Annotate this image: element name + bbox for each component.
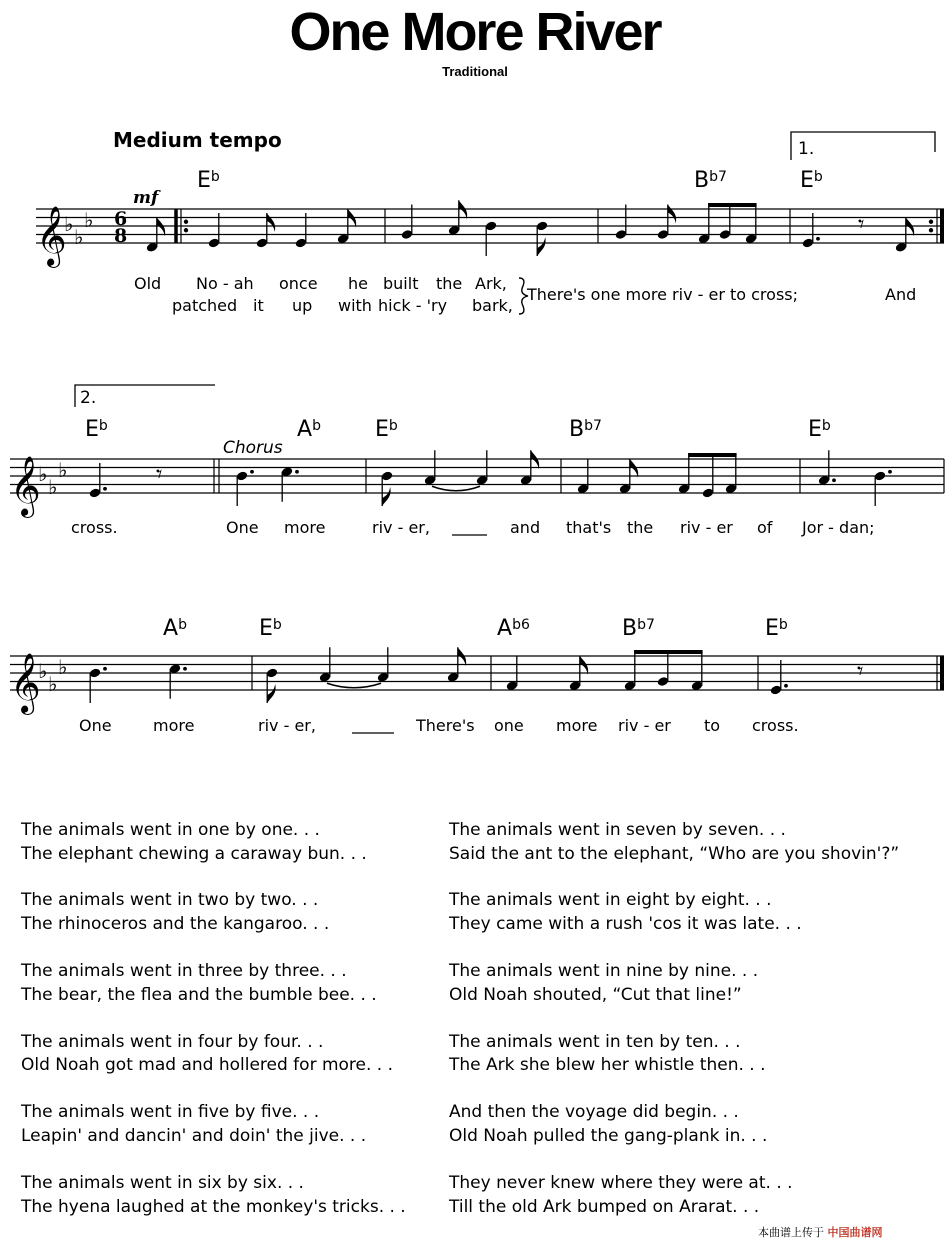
lyric-syllable: riv - er, (258, 716, 316, 735)
verse-line: The animals went in one by one. . . (21, 820, 320, 840)
lyric-syllable: cross. (752, 716, 799, 735)
chord-symbol: $E^b$ (197, 168, 220, 193)
eighth-rest-icon: 𝄾 (858, 210, 865, 238)
verse-line: Old Noah got mad and hollered for more. . . (21, 1055, 394, 1075)
chord-symbol: $E^b$ (800, 168, 823, 193)
lyric-syllable: And (885, 285, 917, 304)
treble-clef-icon: 𝄞 (36, 206, 67, 266)
note-flag (458, 647, 466, 666)
verse-line: The bear, the flea and the bumble bee. . . (21, 985, 377, 1005)
note-flag (267, 684, 275, 703)
lyric-syllable: riv - er, (372, 518, 430, 537)
tie (327, 683, 381, 688)
note-beam (688, 453, 736, 457)
augmentation-dot (816, 237, 820, 241)
verse-line: The animals went in nine by nine. . . (449, 961, 759, 981)
flat-icon: ♭ (64, 212, 74, 236)
verse-line: Till the old Ark bumped on Ararat. . . (449, 1197, 760, 1217)
eighth-rest-icon: 𝄾 (156, 460, 163, 488)
volta-bracket (75, 385, 215, 407)
time-signature: 8 (114, 225, 128, 247)
site-logo: 中国曲谱网 (827, 1226, 883, 1239)
repeat-dot (929, 220, 933, 224)
chord-symbol: $E^b$ (808, 417, 831, 442)
lyric-syllable: one (494, 716, 524, 735)
repeat-dot (184, 228, 188, 232)
note-flag (382, 487, 390, 506)
page-title: One More River (289, 2, 661, 62)
chord-symbol: $E^b$ (765, 616, 788, 641)
verse-line: They came with a rush 'cos it was late. . . (449, 914, 802, 934)
note-flag (630, 459, 638, 478)
verse-line: The animals went in ten by ten. . . (449, 1032, 741, 1052)
lyric-syllable: once (279, 274, 318, 293)
chord-symbol: $E^b$ (259, 616, 282, 641)
flat-icon: ♭ (84, 207, 94, 232)
lyric-syllable: cross. (71, 518, 118, 537)
note-flag (267, 213, 275, 232)
lyric-syllable: with (338, 296, 372, 315)
verse-line: The rhinoceros and the kangaroo. . . (21, 914, 330, 934)
footer-text: 本曲谱上传于 (758, 1226, 824, 1239)
augmentation-dot (103, 667, 107, 671)
verse-line: The animals went in six by six. . . (21, 1173, 304, 1193)
chord-symbol: $A^b$ (297, 417, 321, 442)
lyric-syllable: he (348, 274, 368, 293)
lyric-syllable: built (383, 274, 419, 293)
chord-symbol: $B^{b7}$ (694, 168, 727, 193)
lyric-syllable: riv - er (618, 716, 671, 735)
repeat-dot (184, 220, 188, 224)
augmentation-dot (103, 487, 107, 491)
lyric-syllable: Old (134, 274, 162, 293)
note-flag (157, 217, 165, 236)
chord-symbol: $B^{b7}$ (622, 616, 655, 641)
note-flag (348, 209, 356, 228)
augmentation-dot (295, 470, 299, 474)
repeat-dot (929, 228, 933, 232)
lyric-syllable: more (284, 518, 326, 537)
chord-symbol: $E^b$ (375, 417, 398, 442)
augmentation-dot (784, 684, 788, 688)
verse-line: The animals went in two by two. . . (21, 890, 319, 910)
augmentation-dot (832, 478, 836, 482)
note-flag (531, 450, 539, 469)
flat-icon: ♭ (58, 457, 68, 482)
augmentation-dot (250, 470, 254, 474)
flat-icon: ♭ (38, 659, 48, 683)
treble-clef-icon: 𝄞 (10, 456, 41, 516)
treble-clef-icon: 𝄞 (10, 653, 41, 713)
verse-line: The animals went in five by five. . . (21, 1102, 320, 1122)
volta-2-label: 2. (80, 388, 97, 408)
composer-credit: Traditional (442, 64, 508, 79)
final-bar-line (940, 209, 944, 243)
lyric-brace (519, 278, 528, 314)
chord-symbol: $A^b$ (163, 616, 187, 641)
lyric-syllable: it (253, 296, 264, 315)
note-flag (580, 656, 588, 675)
flat-icon: ♭ (48, 671, 58, 696)
verse-line: The Ark she blew her whistle then. . . (449, 1055, 766, 1075)
note-flag (668, 205, 676, 224)
lyric-syllable: No - ah (196, 274, 254, 293)
lyric-syllable: the (436, 274, 463, 293)
flat-icon: ♭ (74, 224, 84, 249)
lyric-syllable: Jor - dan; (802, 518, 875, 537)
chord-symbol: $B^{b7}$ (569, 417, 602, 442)
verse-line: Said the ant to the elephant, “Who are you shovin'?” (449, 844, 900, 864)
verse-line: The animals went in three by three. . . (21, 961, 347, 981)
lyric-syllable: One (79, 716, 112, 735)
lyric-syllable: hick - 'ry (378, 296, 448, 315)
chord-symbol: $E^b$ (85, 417, 108, 442)
eighth-rest-icon: 𝄾 (857, 657, 864, 685)
dynamic-marking: mf (133, 188, 159, 208)
volta-bracket (791, 132, 935, 160)
verse-line: The animals went in four by four. . . (21, 1032, 324, 1052)
lyric-syllable: to (704, 716, 721, 735)
note-beam (708, 203, 756, 207)
lyric-syllable: that's (566, 518, 612, 537)
verse-line: Old Noah shouted, “Cut that line!” (449, 985, 742, 1005)
verse-line: The animals went in eight by eight. . . (449, 890, 772, 910)
lyric-refrain: There's one more riv - er to cross; (527, 285, 799, 304)
verse-line: The animals went in seven by seven. . . (449, 820, 786, 840)
tie (432, 486, 480, 491)
lyric-syllable: There's (416, 716, 475, 735)
tempo-marking: Medium tempo (113, 128, 282, 152)
verse-line: Leapin' and dancin' and doin' the jive. . . (21, 1126, 367, 1146)
note-beam (634, 650, 702, 654)
flat-icon: ♭ (48, 474, 58, 499)
lyric-syllable: Ark, (475, 274, 507, 293)
lyric-syllable: more (556, 716, 598, 735)
lyric-syllable: up (292, 296, 313, 315)
final-bar-line (940, 656, 944, 690)
note-flag (459, 200, 467, 219)
chorus-label: Chorus (223, 438, 283, 458)
chord-symbol: $A^{b6}$ (497, 616, 530, 641)
lyric-syllable: bark, (472, 296, 513, 315)
verse-line: And then the voyage did begin. . . (449, 1102, 739, 1122)
lyric-syllable: One (226, 518, 259, 537)
augmentation-dot (888, 470, 892, 474)
verse-line: They never knew where they were at. . . (449, 1173, 793, 1193)
lyric-syllable: more (153, 716, 195, 735)
flat-icon: ♭ (38, 462, 48, 486)
volta-1-label: 1. (798, 139, 815, 159)
verse-line: The hyena laughed at the monkey's tricks. . . (21, 1197, 406, 1217)
verse-line: Old Noah pulled the gang-plank in. . . (449, 1126, 768, 1146)
lyric-syllable: the (627, 518, 654, 537)
note-flag (537, 237, 545, 256)
lyric-syllable: patched (172, 296, 238, 315)
lyric-syllable: of (757, 518, 773, 537)
time-signature: 6 (114, 208, 128, 230)
lyric-syllable: and (510, 518, 541, 537)
lyric-syllable: riv - er (680, 518, 733, 537)
note-flag (906, 217, 914, 236)
verse-line: The elephant chewing a caraway bun. . . (21, 844, 367, 864)
flat-icon: ♭ (58, 654, 68, 679)
augmentation-dot (183, 667, 187, 671)
